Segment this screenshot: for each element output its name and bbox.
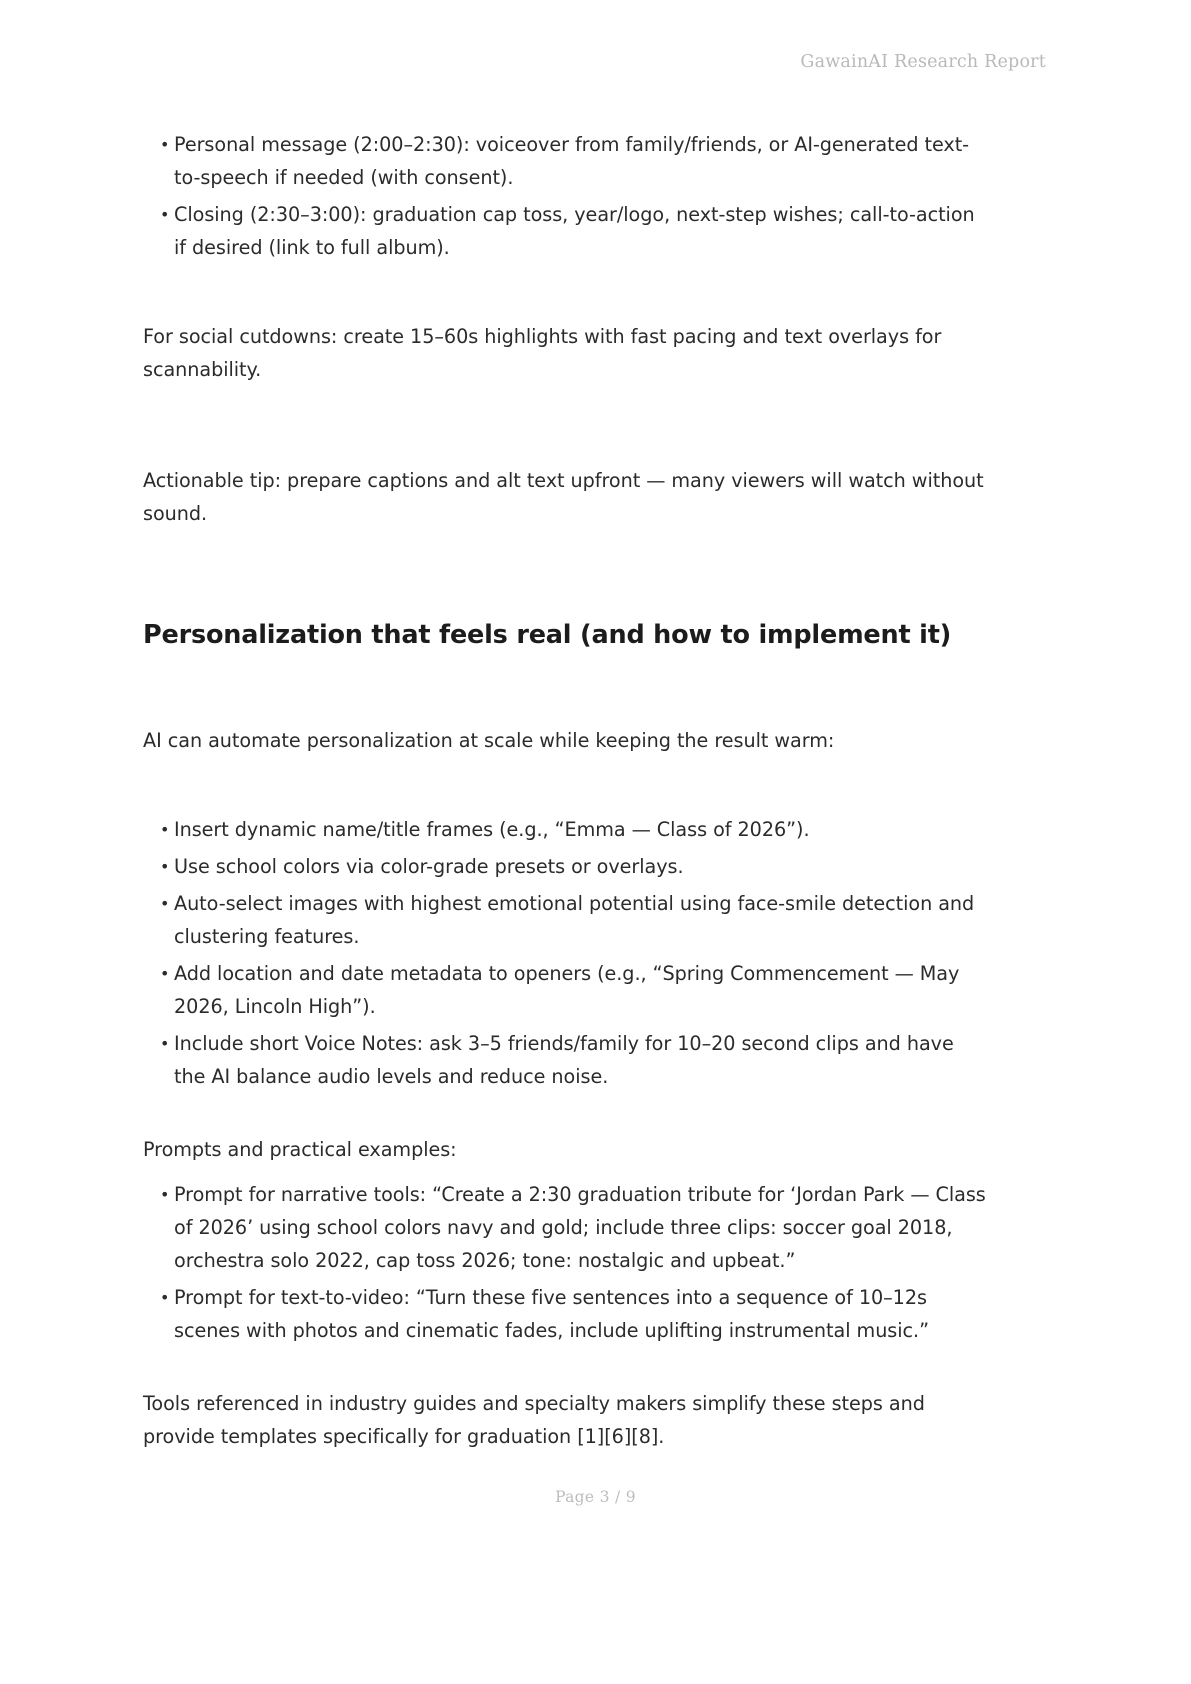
list-item: • Use school colors via color-grade presets or overlays. (160, 850, 988, 883)
spacer (143, 596, 988, 618)
timeline-bullet-list (143, 128, 988, 264)
list-item: • Prompt for narrative tools: “Create a 2:30 graduation tribute for ‘Jordan Park — Class of 2026’ using school colors navy and gold; include three clips: soccer goal 2018, orchestra solo 2022, cap toss 2026; tone: nostalgic and upbeat.” (160, 1178, 988, 1277)
paragraph-social-cutdowns: For social cutdowns: create 15–60s highlights with fast pacing and text overlays for scannability. (143, 325, 942, 381)
list-item: • Include short Voice Notes: ask 3–5 friends/family for 10–20 second clips and have the AI balance audio levels and reduce noise. (160, 1027, 988, 1093)
prompt-bullet-list (143, 1178, 988, 1347)
list-item: • Prompt for text-to-video: “Turn these five sentences into a sequence of 10–12s scenes with photos and cinematic fades, include uplifting instrumental music.” (160, 1281, 988, 1347)
paragraph-tools-referenced: Tools referenced in industry guides and specialty makers simplify these steps and provide templates specifically for graduation [1][6][8]. (143, 1392, 925, 1448)
paragraph-ai-automate: AI can automate personalization at scale while keeping the result warm: (143, 729, 835, 752)
spacer (143, 702, 988, 724)
running-header-title: GawainAI Research Report (800, 52, 1046, 72)
paragraph-actionable-tip: Actionable tip: prepare captions and alt text upfront — many viewers will watch without sound. (143, 469, 984, 525)
list-item: • Add location and date metadata to openers (e.g., “Spring Commencement — May 2026, Lincoln High”). (160, 957, 988, 1023)
personalization-bullet-list (143, 813, 988, 1093)
spacer (143, 1166, 988, 1178)
spacer (143, 442, 988, 464)
list-item: • Insert dynamic name/title frames (e.g., “Emma — Class of 2026”). (160, 813, 988, 846)
spacer (143, 1093, 988, 1133)
spacer (143, 530, 988, 596)
spacer (143, 1347, 988, 1387)
spacer (143, 652, 988, 702)
spacer (143, 386, 988, 442)
list-item: • Closing (2:30–3:00): graduation cap toss, year/logo, next-step wishes; call-to-action if desired (link to full album). (160, 198, 988, 264)
spacer (143, 757, 988, 813)
paragraph-prompts-intro: Prompts and practical examples: (143, 1138, 457, 1161)
page-title: Personalization that feels real (and how to implement it) (143, 620, 952, 650)
page-number-footer: Page 3 / 9 (555, 1488, 636, 1506)
list-item: • Auto-select images with highest emotional potential using face-smile detection and clustering features. (160, 887, 988, 953)
spacer (143, 264, 988, 320)
page-content (143, 128, 988, 1453)
list-item: • Personal message (2:00–2:30): voiceover from family/friends, or AI-generated text-to-speech if needed (with consent). (160, 128, 988, 194)
